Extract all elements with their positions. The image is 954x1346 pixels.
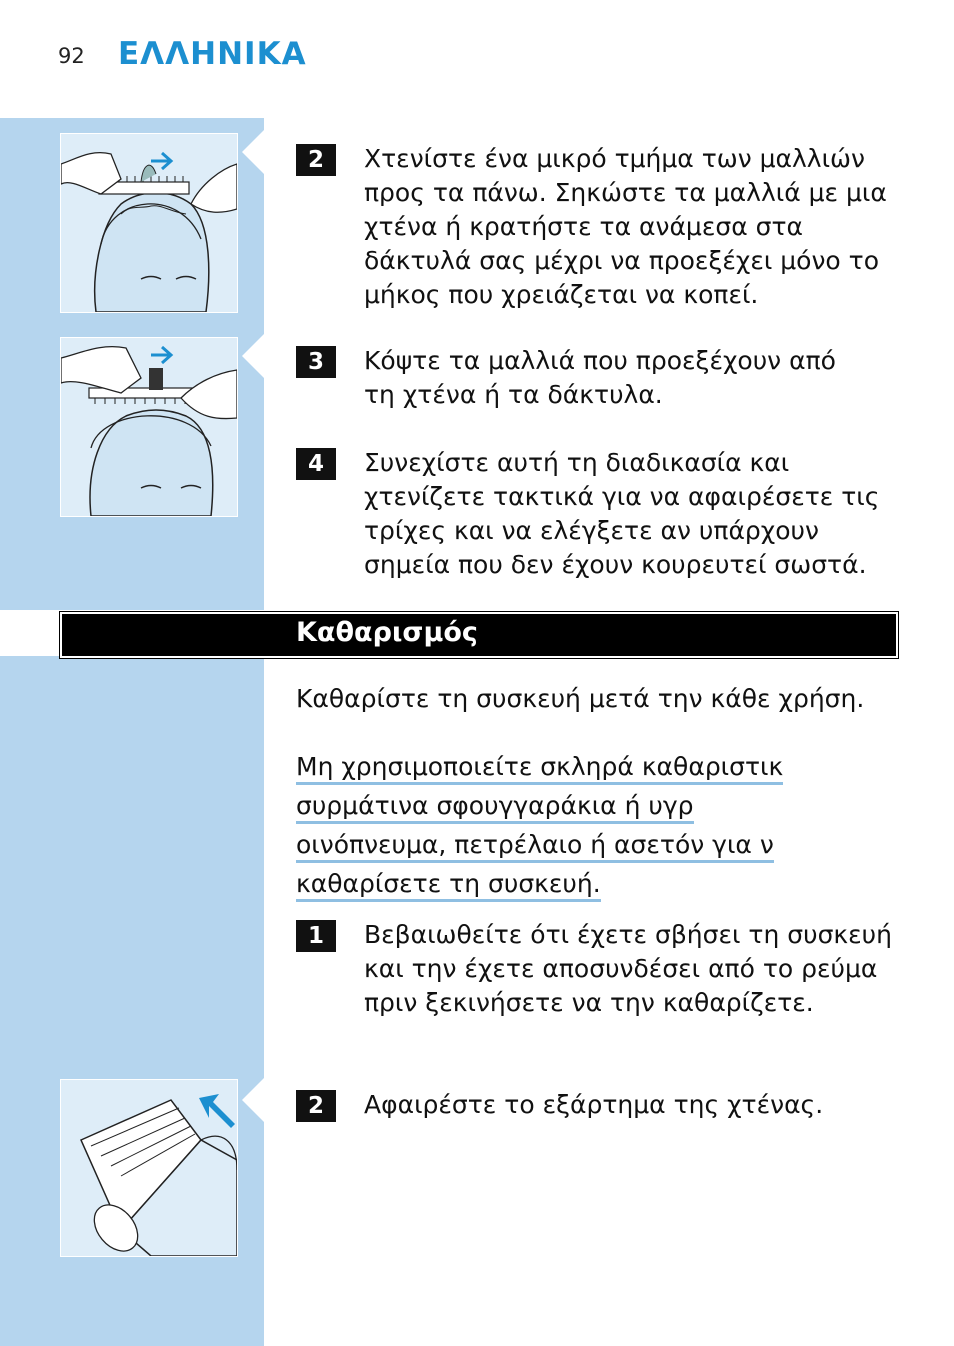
warning-line: οινόπνευμα, πετρέλαιο ή ασετόν για ν [296, 830, 774, 863]
notch [242, 334, 264, 378]
step-text: Αφαιρέστε το εξάρτημα της χτένας. [364, 1090, 824, 1119]
arrow-up-left-icon [195, 1090, 235, 1130]
step-number: 2 [296, 144, 336, 176]
step-number: 4 [296, 448, 336, 480]
step-text: Κόψτε τα μαλλιά που προεξέχουν από τη χτένα ή τα δάκτυλα. [364, 346, 836, 409]
section-title: Καθαρισμός [296, 617, 478, 648]
page-number: 92 [58, 44, 85, 68]
cleaning-intro: Καθαρίστε τη συσκευή μετά την κάθε χρήση. [296, 684, 865, 713]
step-text: Χτενίστε ένα μικρό τμήμα των μαλλιών προς τα πάνω. Σηκώστε τα μαλλιά με μια χτένα ή κρατήστε τα ανάμεσα στα δάκτυλά σας μέχρι να προεξέχει μόνο το μήκος που χρειάζεται να κοπεί. [364, 144, 887, 309]
arrow-right-icon [149, 150, 179, 172]
warning-line: Μη χρησιμοποιείτε σκληρά καθαριστικ [296, 752, 783, 785]
illustration-comb-hair [60, 133, 238, 313]
notch [242, 130, 264, 174]
illustration-cut-hair [60, 337, 238, 517]
step-text: Βεβαιωθείτε ότι έχετε σβήσει τη συσκευή και την έχετε αποσυνδέσει από το ρεύμα πριν ξεκινήσετε να την καθαρίζετε. [364, 920, 892, 1017]
warning-line: συρμάτινα σφουγγαράκια ή υγρ [296, 791, 694, 824]
section-header-bar [60, 612, 898, 658]
step-number: 3 [296, 346, 336, 378]
step-number: 2 [296, 1090, 336, 1122]
step-number: 1 [296, 920, 336, 952]
notch [242, 1078, 264, 1122]
illustration-remove-comb [60, 1079, 238, 1257]
cleaning-warning [296, 750, 896, 906]
warning-line: καθαρίσετε τη συσκευή. [296, 869, 601, 902]
step-text: Συνεχίστε αυτή τη διαδικασία και χτενίζετε τακτικά για να αφαιρέσετε τις τρίχες και να ελέγξετε αν υπάρχουν σημεία που δεν έχουν κουρευτεί σωστά. [364, 448, 880, 579]
arrow-right-icon [149, 344, 179, 366]
language-heading: ΕΛΛΗΝΙΚΑ [118, 36, 307, 72]
